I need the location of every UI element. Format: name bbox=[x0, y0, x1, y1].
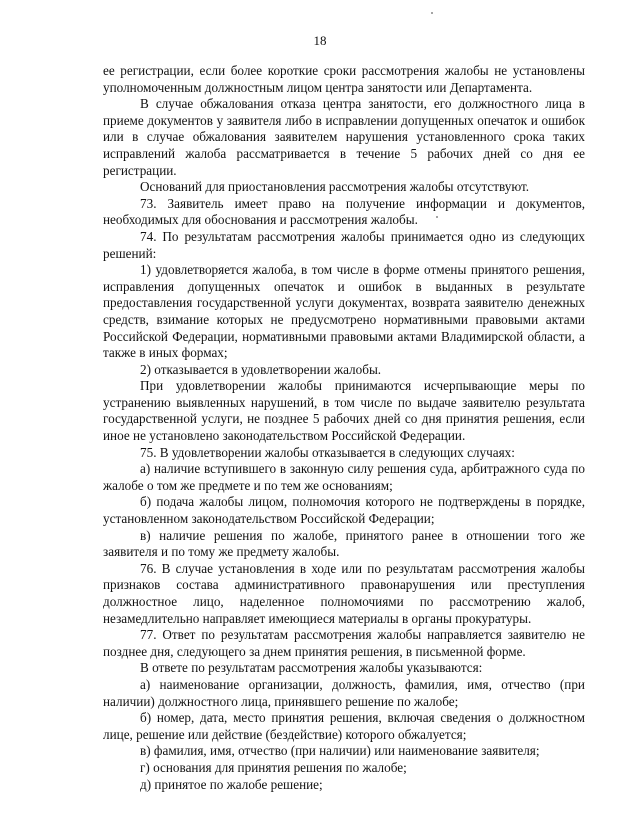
paragraph: 76. В случае установления в ходе или по результатам рассмотрения жалобы признаков состава административного правонарушения или преступления должностное лицо, наделенное полномочиями по рассмотрению жалоб, незамедлительно направляет имеющиеся материалы в органы прокуратуры. bbox=[103, 560, 585, 626]
paragraph: При удовлетворении жалобы принимаются исчерпывающие меры по устранению выявленных нарушений, в том числе по выдаче заявителю результата государственной услуги, не позднее 5 рабочих дней со дня принятия решения, если иное не установлено законодательством Российской Федерации. bbox=[103, 378, 585, 444]
paragraph: г) основания для принятия решения по жалобе; bbox=[140, 759, 407, 775]
paragraph: б) номер, дата, место принятия решения, включая сведения о должностном лице, решение или действие (бездействие) которого обжалуется; bbox=[103, 710, 585, 742]
paragraph: 2) отказывается в удовлетворении жалобы. bbox=[140, 361, 382, 377]
paragraph: В ответе по результатам рассмотрения жалобы указываются: bbox=[140, 660, 483, 676]
paragraph: б) подача жалобы лицом, полномочия которого не подтверждены в порядке, установленном законодательством Российской Федерации; bbox=[103, 494, 585, 527]
page-number: 18 bbox=[313, 33, 327, 48]
paragraph: 1) удовлетворяется жалоба, в том числе в форме отмены принятого решения, исправления допущенных опечаток и ошибок в выданных в результате предоставления государственной услуги документах, возврата заявителю денежных средств, взимание которых не предусмотрено нормативными правовыми актами Российской Федерации, нормативными правовыми актами Владимирской области, а также в иных формах; bbox=[103, 262, 585, 361]
paragraph: в) фамилия, имя, отчество (при наличии) или наименование заявителя; bbox=[140, 743, 540, 759]
document-body bbox=[103, 63, 585, 793]
paragraph: а) наименование организации, должность, фамилия, имя, отчество (при наличии) должностного лица, принявшего решение по жалобе; bbox=[103, 676, 585, 709]
paragraph: д) принятое по жалобе решение; bbox=[140, 776, 323, 792]
paragraph: 75. В удовлетворении жалобы отказывается в следующих случаях: bbox=[140, 444, 515, 460]
paragraph: В случае обжалования отказа центра занятости, его должностного лица в приеме документов у заявителя либо в исправлении допущенных опечаток и ошибок или в случае обжалования заявителем нарушения установленного срока таких исправлений жалоба рассматривается в течение 5 рабочих дней со дня ее регистрации. bbox=[103, 96, 585, 178]
paragraph: Оснований для приостановления рассмотрения жалобы отсутствуют. bbox=[140, 179, 530, 195]
paragraph: 73. Заявитель имеет право на получение информации и документов, необходимых для обоснования и рассмотрения жалобы. bbox=[103, 195, 585, 228]
paragraph: а) наличие вступившего в законную силу решения суда, арбитражного суда по жалобе о том же предмете и по тем же основаниям; bbox=[103, 461, 585, 493]
paragraph: ее регистрации, если более короткие сроки рассмотрения жалобы не установлены уполномоченным должностным лицом центра занятости или Департамента. bbox=[103, 63, 585, 95]
paragraph: в) наличие решения по жалобе, принятого ранее в отношении того же заявителя и по тому же предмету жалобы. bbox=[103, 527, 585, 560]
scan-speck bbox=[436, 216, 438, 218]
paragraph: 77. Ответ по результатам рассмотрения жалобы направляется заявителю не позднее дня, следующего за днем принятия решения, в письменной форме. bbox=[103, 627, 585, 659]
scan-speck bbox=[431, 12, 433, 14]
paragraph: 74. По результатам рассмотрения жалобы принимается одно из следующих решений: bbox=[103, 228, 585, 261]
